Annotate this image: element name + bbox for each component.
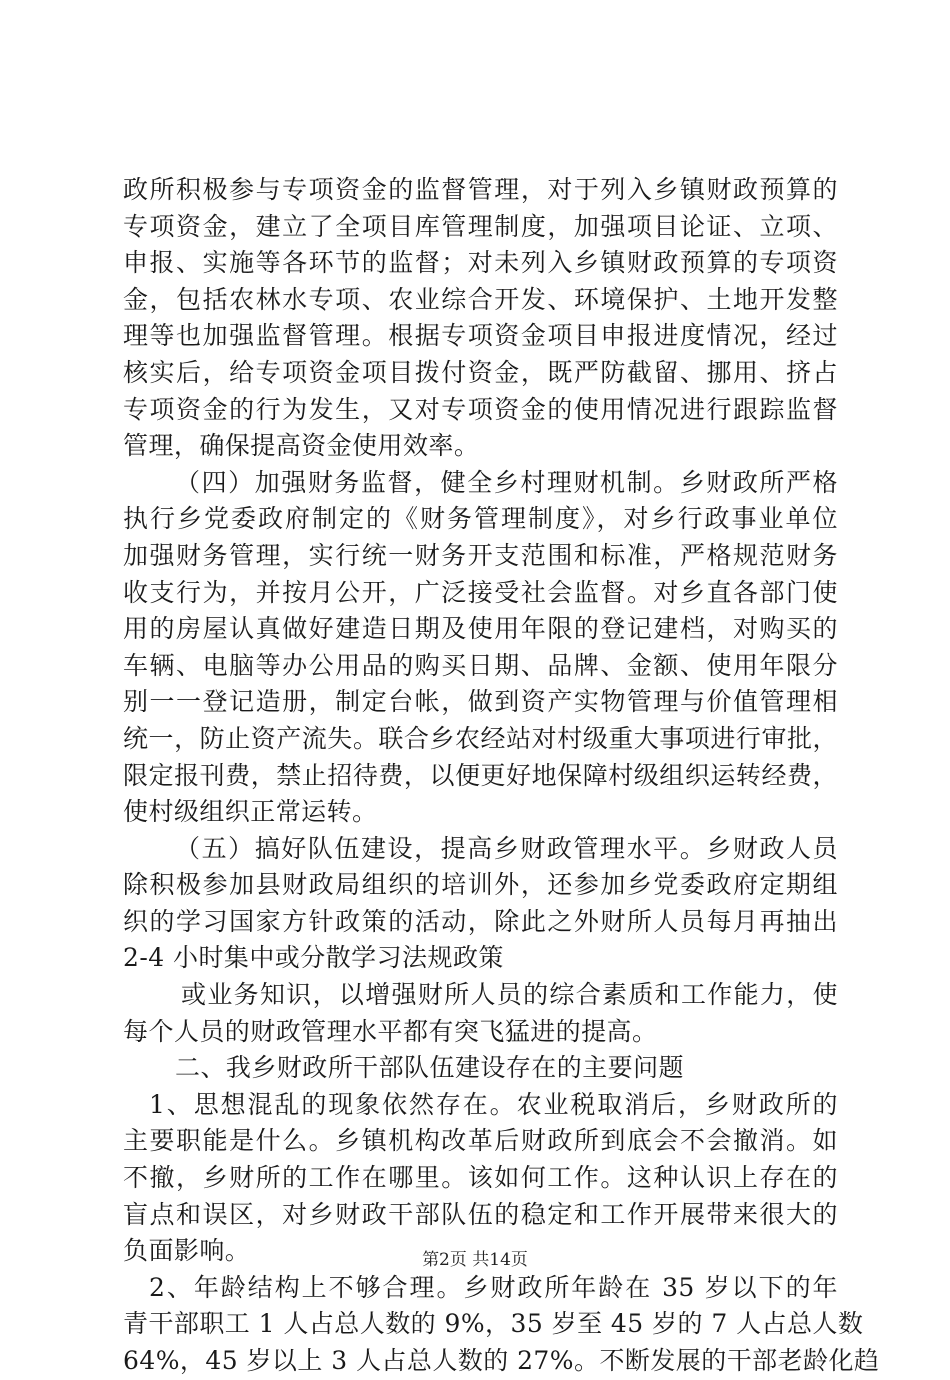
- text-line: 统一，防止资产流失。联合乡农经站对村级重大事项进行审批，: [123, 723, 838, 753]
- text-line: 64%，45 岁以上 3 人占总人数的 27%。不断发展的干部老龄化趋: [123, 1346, 880, 1375]
- text-line: 加强财务管理，实行统一财务开支范围和标准，严格规范财务: [123, 540, 838, 570]
- text-line: 专项资金的行为发生，又对专项资金的使用情况进行跟踪监督: [123, 394, 838, 424]
- text-line: 限定报刊费，禁止招待费，以便更好地保障村级组织运转经费，: [123, 760, 838, 790]
- paragraph-heading-line: （五）搞好队伍建设，提高乡财政管理水平。乡财政人员: [175, 833, 838, 863]
- page-number-footer: 第2页 共14页: [422, 1250, 528, 1270]
- document-body: [123, 172, 880, 1380]
- text-line: 主要职能是什么。乡镇机构改革后财政所到底会不会撤消。如: [123, 1126, 838, 1156]
- paragraph-heading-line: （四）加强财务监督，健全乡村理财机制。乡财政所严格: [175, 467, 838, 497]
- text-line: 车辆、电脑等办公用品的购买日期、品牌、金额、使用年限分: [123, 650, 838, 680]
- text-line: 执行乡党委政府制定的《财务管理制度》，对乡行政事业单位: [123, 504, 838, 534]
- section-heading: 二、我乡财政所干部队伍建设存在的主要问题: [175, 1053, 685, 1083]
- text-line: 收支行为，并按月公开，广泛接受社会监督。对乡直各部门使: [123, 577, 838, 607]
- text-line: 政所积极参与专项资金的监督管理，对于列入乡镇财政预算的: [123, 175, 838, 204]
- text-line: 每个人员的财政管理水平都有突飞猛进的提高。: [123, 1016, 658, 1046]
- text-line: 管理，确保提高资金使用效率。: [123, 431, 480, 461]
- text-line: 1、思想混乱的现象依然存在。农业税取消后，乡财政所的: [149, 1089, 838, 1119]
- text-line: 核实后，给专项资金项目拨付资金，既严防截留、挪用、挤占: [123, 357, 838, 387]
- text-line: 金，包括农林水专项、农业综合开发、环境保护、土地开发整: [123, 284, 838, 314]
- text-line: 2、年龄结构上不够合理。乡财政所年龄在 35 岁以下的年: [149, 1272, 838, 1302]
- text-line: 别一一登记造册，制定台帐，做到资产实物管理与价值管理相: [123, 687, 838, 717]
- text-line: 除积极参加县财政局组织的培训外，还参加乡党委政府定期组: [123, 870, 838, 900]
- text-line: 青干部职工 1 人占总人数的 9%，35 岁至 45 岁的 7 人占总人数: [123, 1309, 864, 1339]
- text-line: 负面影响。: [123, 1236, 251, 1266]
- text-line: 不撤，乡财所的工作在哪里。该如何工作。这种认识上存在的: [123, 1163, 838, 1193]
- text-line: 织的学习国家方针政策的活动，除此之外财所人员每月再抽出: [123, 906, 838, 936]
- text-line: 专项资金，建立了全项目库管理制度，加强项目论证、立项、: [123, 211, 838, 241]
- text-line: 申报、实施等各环节的监督；对未列入乡镇财政预算的专项资: [123, 248, 838, 278]
- text-line: 2-4 小时集中或分散学习法规政策: [123, 943, 504, 973]
- text-line: 理等也加强监督管理。根据专项资金项目申报进度情况，经过: [123, 321, 838, 351]
- text-line: 盲点和误区，对乡财政干部队伍的稳定和工作开展带来很大的: [123, 1199, 838, 1229]
- text-line: 使村级组织正常运转。: [123, 797, 378, 827]
- text-line: 或业务知识，以增强财所人员的综合素质和工作能力，使: [181, 980, 838, 1010]
- text-line: 用的房屋认真做好建造日期及使用年限的登记建档，对购买的: [123, 614, 838, 644]
